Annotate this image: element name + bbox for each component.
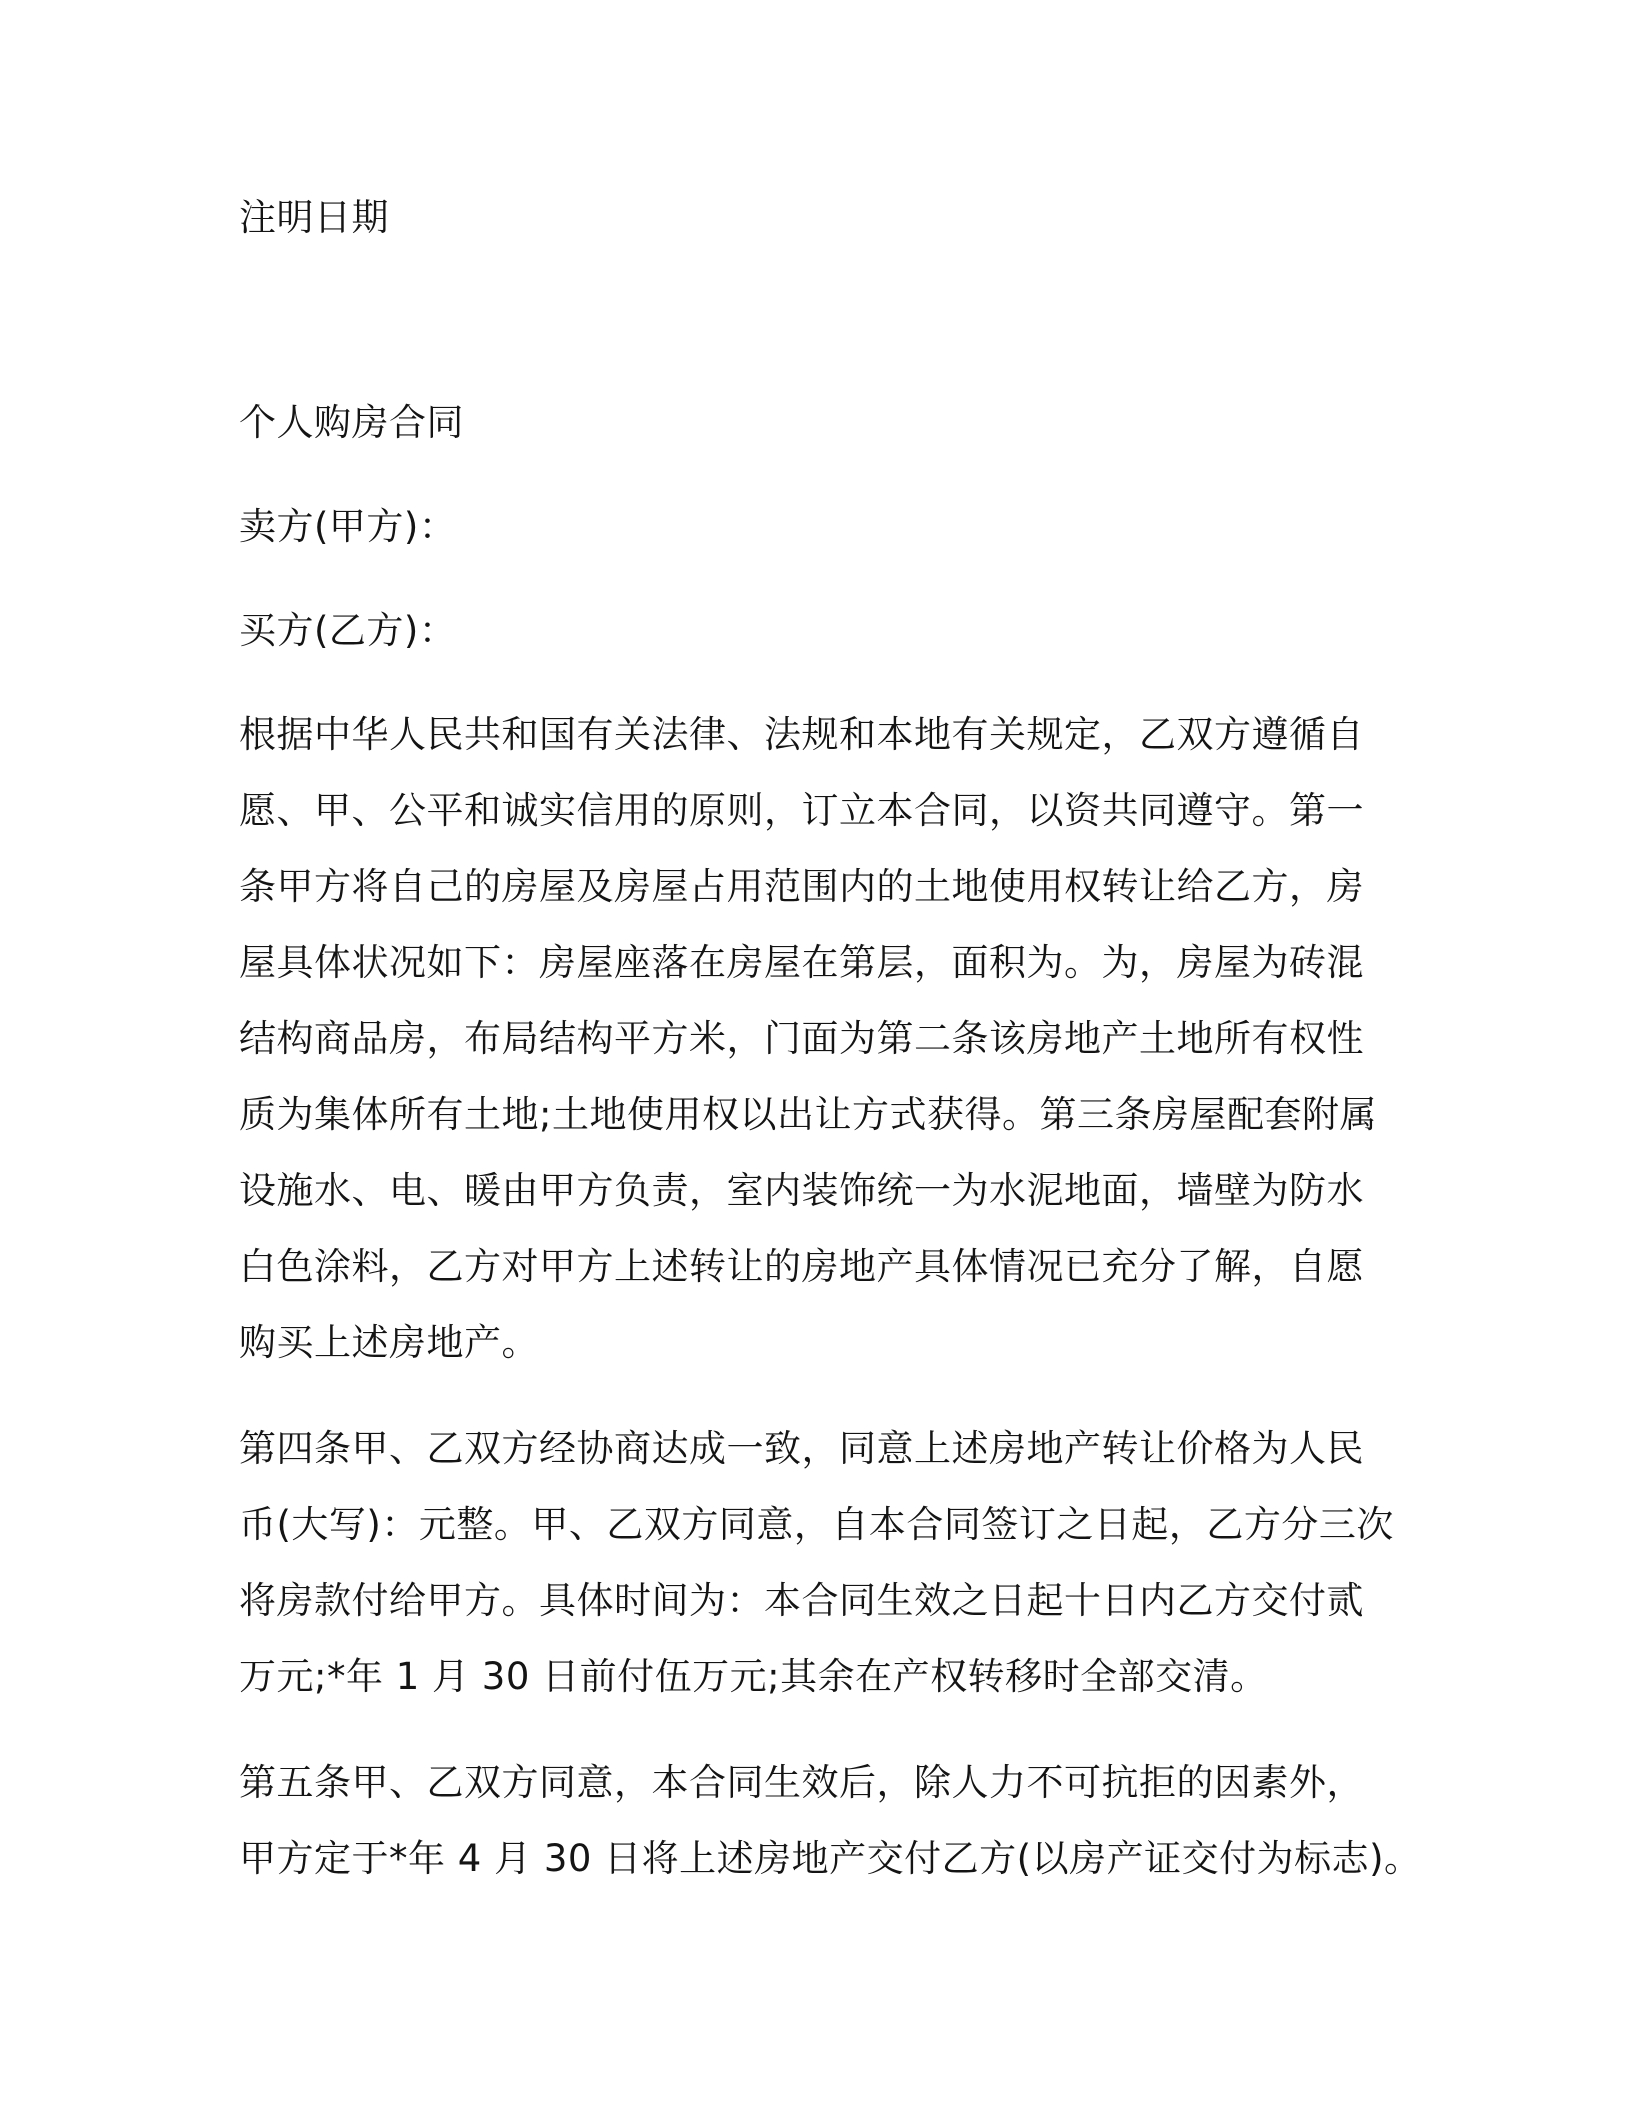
paragraph-line: 条甲方将自己的房屋及房屋占用范围内的土地使用权转让给乙方，房 <box>239 865 1364 908</box>
paragraph-line: 将房款付给甲方。具体时间为：本合同生效之日起十日内乙方交付贰 <box>239 1579 1364 1622</box>
paragraph-line: 屋具体状况如下：房屋座落在房屋在第层，面积为。为，房屋为砖混 <box>239 941 1364 984</box>
paragraph-line: 结构商品房，布局结构平方米，门面为第二条该房地产土地所有权性 <box>239 1017 1364 1060</box>
paragraph-line: 购买上述房地产。 <box>239 1321 539 1364</box>
date-label: 注明日期 <box>239 196 389 239</box>
paragraph-line: 质为集体所有土地;土地使用权以出让方式获得。第三条房屋配套附属 <box>239 1093 1377 1136</box>
contract-title: 个人购房合同 <box>239 401 464 444</box>
paragraph-line: 甲方定于*年 4 月 30 日将上述房地产交付乙方(以房产证交付为标志)。 <box>239 1837 1422 1880</box>
buyer-line: 买方(乙方)： <box>239 609 457 652</box>
paragraph-line: 万元;*年 1 月 30 日前付伍万元;其余在产权转移时全部交清。 <box>239 1655 1268 1698</box>
paragraph-line: 第五条甲、乙双方同意，本合同生效后，除人力不可抗拒的因素外， <box>239 1761 1364 1804</box>
paragraph-line: 币(大写)：元整。甲、乙双方同意，自本合同签订之日起，乙方分三次 <box>239 1503 1394 1546</box>
paragraph-line: 根据中华人民共和国有关法律、法规和本地有关规定，乙双方遵循自 <box>239 713 1364 756</box>
paragraph-line: 愿、甲、公平和诚实信用的原则，订立本合同，以资共同遵守。第一 <box>239 789 1364 832</box>
paragraph-line: 白色涂料，乙方对甲方上述转让的房地产具体情况已充分了解，自愿 <box>239 1245 1364 1288</box>
seller-line: 卖方(甲方)： <box>239 505 457 548</box>
paragraph-line: 第四条甲、乙双方经协商达成一致，同意上述房地产转让价格为人民 <box>239 1427 1364 1470</box>
paragraph-line: 设施水、电、暖由甲方负责，室内装饰统一为水泥地面，墙壁为防水 <box>239 1169 1364 1212</box>
